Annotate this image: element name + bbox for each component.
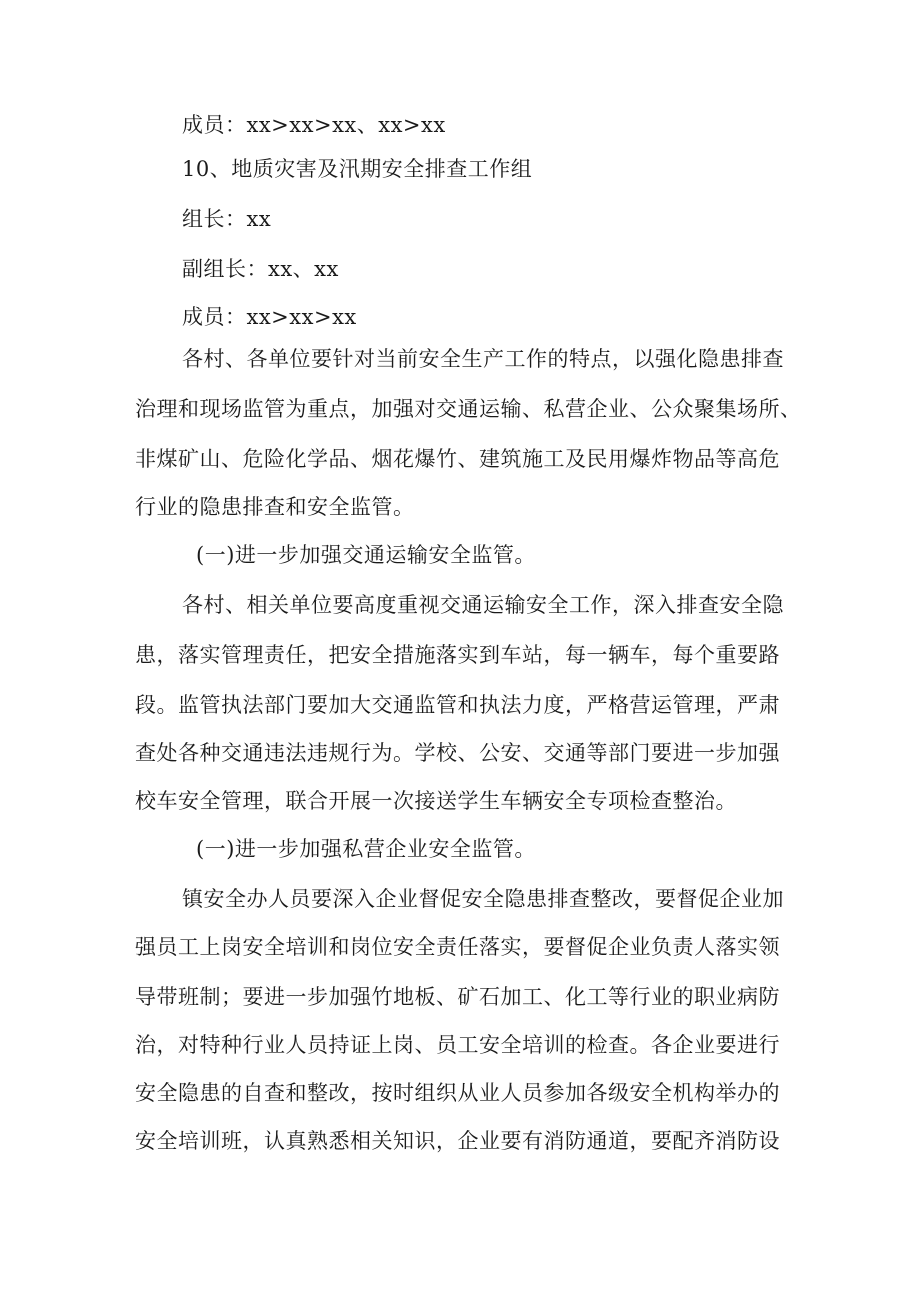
paragraph-1-line-3: 非煤矿山、危险化学品、烟花爆竹、建筑施工及民用爆炸物品等高危: [135, 447, 780, 471]
paragraph-3-line-5: 安全隐患的自查和整改，按时组织从业人员参加各级安全机构举办的: [135, 1081, 780, 1105]
paragraph-3-line-1: 镇安全办人员要深入企业督促安全隐患排查整改，要督促企业加: [182, 887, 784, 911]
deputy-leader-line: 副组长：xx、xx: [182, 257, 339, 281]
paragraph-2-line-3: 段。监管执法部门要加大交通监管和执法力度，严格营运管理，严肃: [135, 693, 780, 717]
paragraph-3-line-4: 治，对特种行业人员持证上岗、员工安全培训的检查。各企业要进行: [135, 1033, 780, 1057]
paragraph-3-line-6: 安全培训班，认真熟悉相关知识，企业要有消防通道，要配齐消防设: [135, 1129, 780, 1153]
paragraph-2-line-1: 各村、相关单位要高度重视交通运输安全工作，深入排查安全隐: [182, 593, 784, 617]
paragraph-2-line-2: 患，落实管理责任，把安全措施落实到车站，每一辆车，每个重要路: [135, 643, 780, 667]
paragraph-2-line-5: 校车安全管理，联合开展一次接送学生车辆安全专项检查整治。: [135, 789, 737, 813]
paragraph-2-line-4: 查处各种交通违法违规行为。学校、公安、交通等部门要进一步加强: [135, 741, 780, 765]
section-heading-10: 10、地质灾害及汛期安全排查工作组: [182, 157, 533, 181]
paragraph-1-line-4: 行业的隐患排查和安全监管。: [135, 495, 415, 519]
paragraph-1-line-1: 各村、各单位要针对当前安全生产工作的特点，以强化隐患排查: [182, 347, 784, 371]
subsection-heading-transport: (一)进一步加强交通运输安全监管。: [196, 543, 536, 567]
paragraph-3-line-3: 导带班制；要进一步加强竹地板、矿石加工、化工等行业的职业病防: [135, 985, 780, 1009]
paragraph-1-line-2: 治理和现场监管为重点，加强对交通运输、私营企业、公众聚集场所、: [135, 397, 802, 421]
member-line-1: 成员：xx>xx>xx、xx>xx: [182, 113, 446, 137]
member-line-2: 成员：xx>xx>xx: [182, 305, 357, 329]
paragraph-3-line-2: 强员工上岗安全培训和岗位安全责任落实，要督促企业负责人落实领: [135, 935, 780, 959]
leader-line: 组长：xx: [182, 207, 272, 231]
subsection-heading-private-enterprise: (一)进一步加强私营企业安全监管。: [196, 837, 536, 861]
